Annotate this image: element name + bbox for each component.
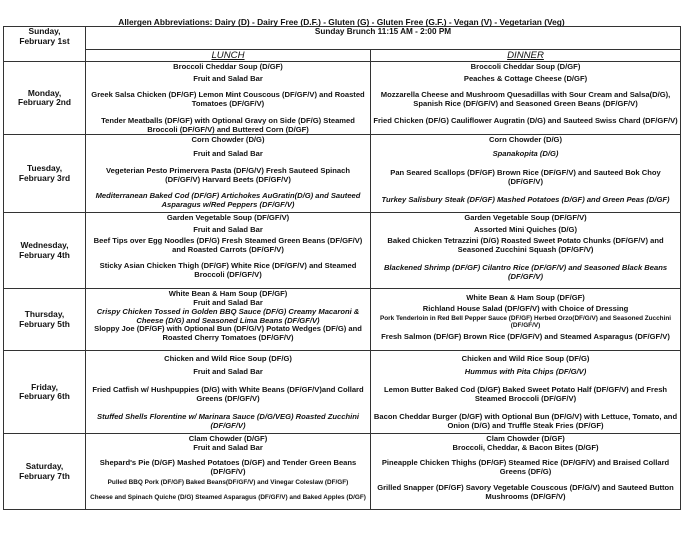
allergen-legend: Allergen Abbreviations: Dairy (D) - Dairy Free (D.F.) - Gluten (G) - Gluten Free (G.F.) - Vegan (V) - Vegetarian (Veg) xyxy=(118,17,565,27)
day-name: Saturday, xyxy=(25,461,64,472)
menu-item: Mozzarella Cheese and Mushroom Quesadillas with Sour Cream and Salsa(D/G), Spanish Rice (DF/GF/V) and Seasoned Green Beans (DF/GF/V) xyxy=(380,90,671,109)
sunday-row xyxy=(4,27,681,50)
day-name: Friday, xyxy=(31,381,58,392)
day-date: February 6th xyxy=(19,391,70,402)
day-cell xyxy=(4,62,86,135)
menu-item: Pulled BBQ Pork (DF/GF) Baked Beans(DF/GF/V) and Vinegar Coleslaw (DF/GF) xyxy=(107,479,349,487)
menu-item: Fruit and Salad Bar xyxy=(193,367,263,377)
menu-item: Baked Chicken Tetrazzini (D/G) Roasted Sweet Potato Chunks (DF/GF/V) and Seasoned Zucchini Squash (DF/GF/V) xyxy=(387,235,664,254)
day-date: February 3rd xyxy=(18,172,71,183)
menu-item: Fruit and Salad Bar xyxy=(193,149,263,159)
menu-item: Richland House Salad (DF/GF/V) with Choice of Dressing xyxy=(422,304,629,314)
day-row-wednesday xyxy=(4,213,681,289)
lunch-cell xyxy=(86,62,371,135)
lunch-cell xyxy=(86,135,371,213)
menu-item: Sloppy Joe (DF/GF) with Optional Bun (DF/G/V) Potato Wedges (DF/G) and Roasted Cherry Tomatoes (DF/GF/V) xyxy=(94,324,362,342)
menu-item: Vegeterian Pesto Primervera Pasta (DF/G/V) Fresh Sauteed Spinach (DF/GF/V) Harvard Beets (DF/GF/V) xyxy=(106,165,350,184)
day-date: February 1st xyxy=(19,35,70,46)
sunday-brunch-note: Sunday Brunch 11:15 AM - 2:00 PM xyxy=(86,27,681,50)
menu-item: Bacon Cheddar Burger (D/GF) with Optional Bun (DF/G/V) with Lettuce, Tomato, and Onion (D/G) and Truffle Steak Fries (DF/GF) xyxy=(373,412,678,430)
menu-item: Fruit and Salad Bar xyxy=(193,298,263,308)
menu-item: Cheese and Spinach Quiche (D/G) Steamed Asparagus (DF/GF/V) and Baked Apples (D/GF) xyxy=(90,493,366,501)
menu-item: Blackened Shrimp (DF/GF) Cilantro Rice (DF/GF/V) and Seasoned Black Beans (DF/GF/V) xyxy=(383,263,668,281)
day-row-monday xyxy=(4,62,681,135)
dinner-header: DINNER xyxy=(371,50,681,62)
menu-item: Pan Seared Scallops (DF/GF) Brown Rice (DF/GF/V) and Sauteed Bok Choy (DF/GF/V) xyxy=(390,167,661,186)
menu-item: Garden Vegetable Soup (DF/GF/V) xyxy=(464,213,587,223)
day-row-saturday xyxy=(4,434,681,510)
menu-item: Corn Chowder (D/G) xyxy=(489,135,562,145)
lunch-cell xyxy=(86,213,371,289)
menu-item: Fruit and Salad Bar xyxy=(193,225,263,235)
day-cell-sunday xyxy=(4,27,86,62)
day-cell xyxy=(4,289,86,351)
day-name: Sunday, xyxy=(28,26,61,36)
menu-item: Sticky Asian Chicken Thigh (DF/GF) White Rice (DF/GF/V) and Steamed Broccoli (DF/GF/V) xyxy=(99,261,357,279)
lunch-cell xyxy=(86,351,371,434)
dinner-cell xyxy=(371,213,681,289)
menu-item: Pork Tenderloin in Red Bell Pepper Sauce (DF/GF) Herbed Orzo(DF/G/V) and Seasoned Zucchini (DF/GF/V) xyxy=(379,314,672,330)
day-row-thursday xyxy=(4,289,681,351)
dinner-cell xyxy=(371,135,681,213)
menu-item: Greek Salsa Chicken (DF/GF) Lemon Mint Couscous (DF/GF/V) and Roasted Tomatoes (DF/GF/V) xyxy=(91,90,365,109)
dinner-cell xyxy=(371,434,681,510)
header-row xyxy=(4,50,681,62)
menu-item: Shepard's Pie (D/GF) Mashed Potatoes (D/GF) and Tender Green Beans (DF/GF/V) xyxy=(99,457,357,476)
menu-item: Hummus with Pita Chips (DF/G/V) xyxy=(464,367,587,377)
menu-item: Broccoli Cheddar Soup (D/GF) xyxy=(470,62,581,72)
menu-item: Turkey Salisbury Steak (DF/GF) Mashed Potatoes (D/GF) and Green Peas (D/GF) xyxy=(381,195,670,205)
menu-item: White Bean & Ham Soup (DF/GF) xyxy=(168,289,288,299)
menu-item: Fresh Salmon (DF/GF) Brown Rice (DF/GF/V) and Steamed Asparagus (DF/GF/V) xyxy=(381,331,670,341)
menu-item: Chicken and Wild Rice Soup (DF/G) xyxy=(461,354,590,364)
menu-item: Clam Chowder (D/GF) xyxy=(188,434,268,444)
lunch-cell xyxy=(86,434,371,510)
menu-item: Chicken and Wild Rice Soup (DF/G) xyxy=(164,354,292,364)
day-date: February 4th xyxy=(19,249,70,260)
day-cell xyxy=(4,434,86,510)
day-name: Tuesday, xyxy=(26,163,63,174)
day-date: February 7th xyxy=(19,470,70,481)
menu-item: Beef Tips over Egg Noodles (DF/G) Fresh Steamed Green Beans (DF/GF/V) and Roasted Carrots (DF/GF/V) xyxy=(93,235,363,254)
menu-item: Clam Chowder (D/GF) xyxy=(486,434,565,444)
dinner-cell xyxy=(371,62,681,135)
weekly-menu-table xyxy=(3,26,681,510)
menu-item: Peaches & Cottage Cheese (D/GF) xyxy=(463,73,588,83)
dinner-cell xyxy=(371,351,681,434)
lunch-header: LUNCH xyxy=(86,50,371,62)
day-name: Wednesday, xyxy=(20,240,69,251)
menu-item: Broccoli, Cheddar, & Bacon Bites (D/GF) xyxy=(452,443,599,453)
menu-item: Assorted Mini Quiches (D/G) xyxy=(474,225,577,235)
day-row-tuesday xyxy=(4,135,681,213)
menu-item: Garden Vegetable Soup (DF/GF/V) xyxy=(166,213,290,223)
day-cell xyxy=(4,351,86,434)
menu-item: Fried Chicken (DF/G) Cauliflower Augratin (D/G) and Sauteed Swiss Chard (DF/GF/V) xyxy=(373,115,678,125)
menu-item: Corn Chowder (D/G) xyxy=(191,135,265,145)
day-row-friday xyxy=(4,351,681,434)
menu-item: Fruit and Salad Bar xyxy=(193,443,263,453)
menu-item: White Bean & Ham Soup (DF/GF) xyxy=(466,293,585,303)
day-cell xyxy=(4,213,86,289)
menu-item: Grilled Snapper (DF/GF) Savory Vegetable Couscous (DF/G/V) and Sauteed Button Mushrooms (DF/GF/V) xyxy=(377,483,674,501)
menu-item: Mediterranean Baked Cod (DF/GF) Artichokes AuGratin(D/G) and Sauteed Asparagus w/Red Peppers (DF/GF/V) xyxy=(95,191,361,209)
day-name: Thursday, xyxy=(24,309,65,320)
menu-item: Spanakopita (D/G) xyxy=(492,149,559,159)
menu-item: Fried Catfish w/ Hushpuppies (D/G) with White Beans (DF/GF/V)and Collard Greens (DF/GF/V) xyxy=(92,384,364,403)
day-name: Monday, xyxy=(27,87,62,98)
day-date: February 5th xyxy=(19,318,70,329)
lunch-cell xyxy=(86,289,371,351)
menu-item: Tender Meatballs (DF/GF) with Optional Gravy on Side (DF/G) Steamed Broccoli (DF/GF/V) and Buttered Corn (D/GF) xyxy=(101,115,355,134)
menu-item: Pineapple Chicken Thighs (DF/GF) Steamed Rice (DF/GF/V) and Braised Collard Greens (DF/G) xyxy=(381,457,670,476)
menu-item: Stuffed Shells Florentine w/ Marinara Sauce (D/G/VEG) Roasted Zucchini (DF/GF/V) xyxy=(97,412,359,430)
menu-item: Broccoli Cheddar Soup (D/GF) xyxy=(173,62,283,72)
menu-item: Crispy Chicken Tossed in Golden BBQ Sauce (DF/G) Creamy Macaroni & Cheese (D/G) and Seasoned Lima Beans (DF/GF/V) xyxy=(96,306,360,325)
menu-item: Lemon Butter Baked Cod (D/GF) Baked Sweet Potato Half (DF/GF/V) and Fresh Steamed Broccoli (DF/GF/V) xyxy=(383,384,668,403)
day-cell xyxy=(4,135,86,213)
dinner-cell xyxy=(371,289,681,351)
menu-item: Fruit and Salad Bar xyxy=(193,73,263,83)
day-date: February 2nd xyxy=(17,97,72,108)
